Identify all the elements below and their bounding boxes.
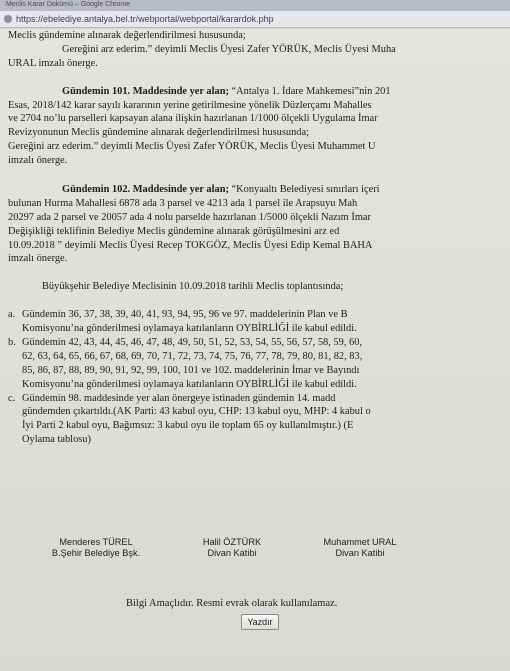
text-line: bulunan Hurma Mahallesi 6878 ada 3 parsel ve 4213 ada 1 parsel ile Arapsuyu Mah (8, 197, 358, 209)
signature-name: Muhammet URAL (323, 537, 397, 547)
item-label: c. (8, 392, 16, 404)
print-button[interactable]: Yazdır (241, 614, 279, 630)
agenda-101-heading-line (8, 85, 510, 99)
agenda-101-heading: Gündemin 101. Maddesinde yer alan; (62, 85, 229, 97)
signature-title: Divan Katibi (207, 548, 257, 558)
agenda-102-rest: “Konyaaltı Belediyesi sınırları içeri (228, 184, 380, 196)
text-line: Gereğini arz ederim.” deyimli Meclis Üyesi Zafer YÖRÜK, Meclis Üyesi Muhammet U (8, 141, 376, 153)
text-line: 10.09.2018 ” deyimli Meclis Üyesi Recep TOKGÖZ, Meclis Üyesi Edip Kemal BAHA (8, 239, 373, 251)
agenda-102-heading-line (8, 183, 510, 197)
item-text: Gündemin 98. maddesinde yer alan önergeye istinaden gündemin 14. madd (22, 392, 336, 404)
text-line: Revizyonunun Meclis gündemine alınarak değerlendirilmesi hususunda; (8, 127, 309, 139)
item-text: İyi Parti 2 kabul oyu, Bağımsız: 3 kabul oyu ile toplam 65 oy kullanılmıştır.) (E (22, 420, 354, 432)
text-line: Meclis gündemine alınarak değerlendirilmesi hususunda; (8, 30, 246, 41)
signature-name: Halil ÖZTÜRK (202, 537, 262, 547)
meeting-line: Büyükşehir Belediye Meclisinin 10.09.2018 tarihli Meclis toplantısında; (42, 281, 344, 293)
item-text: Gündemin 42, 43, 44, 45, 46, 47, 48, 49, 50, 51, 52, 53, 54, 55, 56, 57, 58, 59, 60, (22, 337, 362, 349)
signature-name: Menderes TÜREL (59, 537, 133, 547)
text-line: 20297 ada 2 parsel ve 20057 ada 4 nolu parselde hazırlanan 1/5000 ölçekli Nazım İmar (8, 211, 371, 223)
signature-president (40, 537, 152, 559)
document-page (0, 29, 510, 671)
item-text: 62, 63, 64, 65, 66, 67, 68, 69, 70, 71, 72, 73, 74, 75, 76, 77, 78, 79, 80, 81, 82, 83, (22, 350, 363, 362)
item-text: Komisyonu’na gönderilmesi oylamaya katılanların OYBİRLİĞİ ile kabul edildi. (22, 323, 357, 335)
item-text: Komisyonu’na gönderilmesi oylamaya katılanların OYBİRLİĞİ ile kabul edildi. (22, 378, 357, 390)
text-line: Gereğini arz ederim.” deyimli Meclis Üyesi Zafer YÖRÜK, Meclis Üyesi Muha (62, 43, 396, 55)
url-text[interactable]: https://ebelediye.antalya.bel.tr/webportal/webportal/karardok.php (16, 14, 274, 24)
info-notice: Bilgi Amaçlıdır. Resmi evrak olarak kullanılamaz. (126, 598, 338, 609)
item-text: Oylama tablosu) (22, 434, 91, 446)
text-line: imzalı önerge. (8, 155, 68, 167)
document-body (8, 29, 510, 447)
list-item (8, 336, 510, 392)
signature-clerk-1 (182, 537, 282, 559)
signature-title: Divan Katibi (335, 548, 385, 558)
list-item (8, 392, 510, 448)
item-text: 85, 86, 87, 88, 89, 90, 91, 92, 99, 100, 101 ve 102. maddelerinin İmar ve Bayındı (22, 364, 360, 376)
text-line: Değişikliği teklifinin Belediye Meclis gündemine alınarak görüşülmesini arz ed (8, 225, 340, 237)
lock-icon (4, 15, 12, 23)
text-line: URAL imzalı önerge. (8, 57, 98, 69)
item-label: a. (8, 309, 16, 321)
decision-list (8, 308, 510, 447)
address-bar[interactable] (0, 11, 510, 28)
signature-clerk-2 (305, 537, 415, 559)
text-line: Esas, 2018/142 karar sayılı kararının yerine getirilmesine yönelik Düzlerçamı Mahalles (8, 99, 372, 111)
item-text: Gündemin 36, 37, 38, 39, 40, 41, 93, 94, 95, 96 ve 97. maddelerinin Plan ve B (22, 309, 348, 321)
agenda-101-rest: “Antalya 1. İdare Mahkemesi”nin 201 (228, 85, 391, 97)
text-line: ve 2704 no’lu parselleri kapsayan alana ilişkin hazırlanan 1/1000 ölçekli Uygulama İmar (8, 113, 378, 125)
signature-title: B.Şehir Belediye Bşk. (51, 548, 141, 558)
list-item (8, 308, 510, 336)
agenda-102-heading: Gündemin 102. Maddesinde yer alan; (62, 184, 229, 196)
item-label: b. (8, 337, 16, 349)
item-text: gündemden çıkartıldı.(AK Parti: 43 kabul oyu, CHP: 13 kabul oyu, MHP: 4 kabul o (22, 406, 371, 418)
text-line: imzalı önerge. (8, 253, 68, 265)
window-title: Meclis Karar Dokümü – Google Chrome (0, 0, 510, 11)
